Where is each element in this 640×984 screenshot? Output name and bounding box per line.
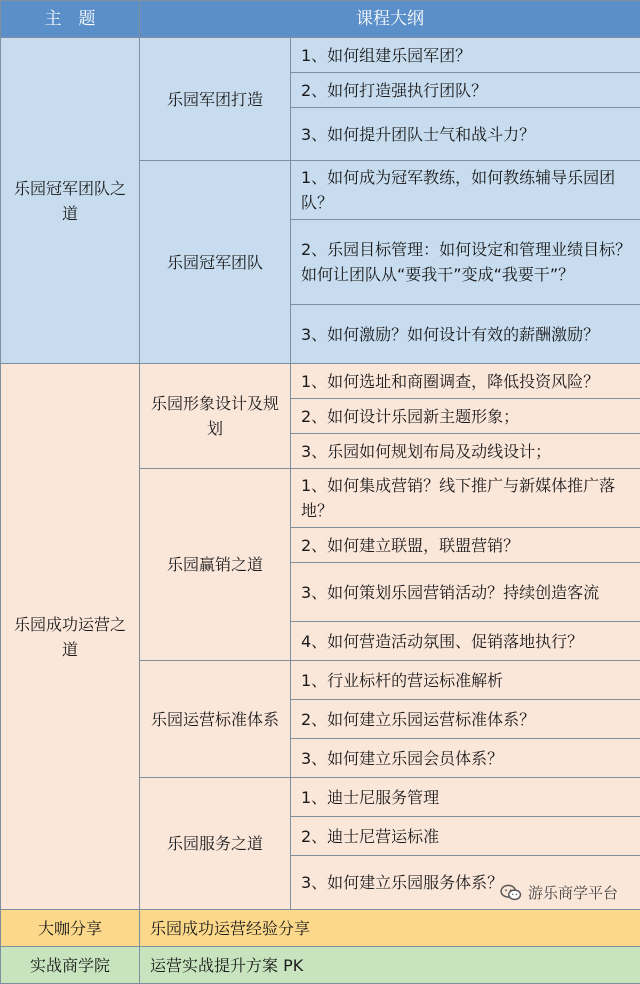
outline-item: 2、迪士尼营运标准 <box>291 817 640 856</box>
outline-item: 2、如何设计乐园新主题形象； <box>291 399 640 434</box>
subtopic-cell: 乐园赢销之道 <box>140 469 291 661</box>
outline-item: 3、如何建立乐园会员体系？ <box>291 739 640 778</box>
theme-cell: 乐园冠军团队之道 <box>1 38 140 364</box>
outline-item: 3、乐园如何规划布局及动线设计； <box>291 434 640 469</box>
subtopic-cell: 乐园服务之道 <box>140 778 291 910</box>
theme-cell: 乐园成功运营之道 <box>1 364 140 910</box>
outline-item: 3、如何建立乐园服务体系？ <box>291 856 640 910</box>
outline-item: 2、乐园目标管理：如何设定和管理业绩目标？如何让团队从“要我干”变成“我要干”？ <box>291 220 640 305</box>
theme-cell: 实战商学院 <box>1 947 140 984</box>
outline-item: 3、如何提升团队士气和战斗力？ <box>291 108 640 161</box>
wechat-icon <box>500 884 522 902</box>
subtopic-cell: 乐园军团打造 <box>140 38 291 161</box>
outline-item: 1、迪士尼服务管理 <box>291 778 640 817</box>
outline-item: 1、如何选址和商圈调查，降低投资风险？ <box>291 364 640 399</box>
watermark-text: 游乐商学平台 <box>528 882 618 903</box>
subtopic-cell: 乐园运营标准体系 <box>140 661 291 778</box>
outline-item: 3、如何激励？如何设计有效的薪酬激励？ <box>291 305 640 364</box>
outline-item: 2、如何打造强执行团队？ <box>291 73 640 108</box>
header-row <box>1 1 640 38</box>
subtopic-cell: 乐园冠军团队 <box>140 161 291 364</box>
theme-cell: 大咖分享 <box>1 910 140 947</box>
outline-item: 3、如何策划乐园营销活动？持续创造客流 <box>291 563 640 622</box>
outline-item: 1、如何组建乐园军团？ <box>291 38 640 73</box>
table-row <box>1 364 640 399</box>
content-cell: 运营实战提升方案 PK <box>140 947 640 984</box>
header-theme: 主 题 <box>1 1 140 38</box>
outline-item: 4、如何营造活动氛围、促销落地执行？ <box>291 622 640 661</box>
outline-item: 2、如何建立联盟，联盟营销？ <box>291 528 640 563</box>
content-cell: 乐园成功运营经验分享 <box>140 910 640 947</box>
watermark <box>500 882 618 903</box>
subtopic-cell: 乐园形象设计及规划 <box>140 364 291 469</box>
outline-item: 1、如何成为冠军教练，如何教练辅导乐园团队？ <box>291 161 640 220</box>
table-row <box>1 910 640 947</box>
table-row <box>1 38 640 73</box>
table-row <box>1 947 640 984</box>
outline-item: 1、行业标杆的营运标准解析 <box>291 661 640 700</box>
outline-item: 1、如何集成营销？线下推广与新媒体推广落地？ <box>291 469 640 528</box>
header-outline: 课程大纲 <box>140 1 640 38</box>
outline-item: 2、如何建立乐园运营标准体系？ <box>291 700 640 739</box>
